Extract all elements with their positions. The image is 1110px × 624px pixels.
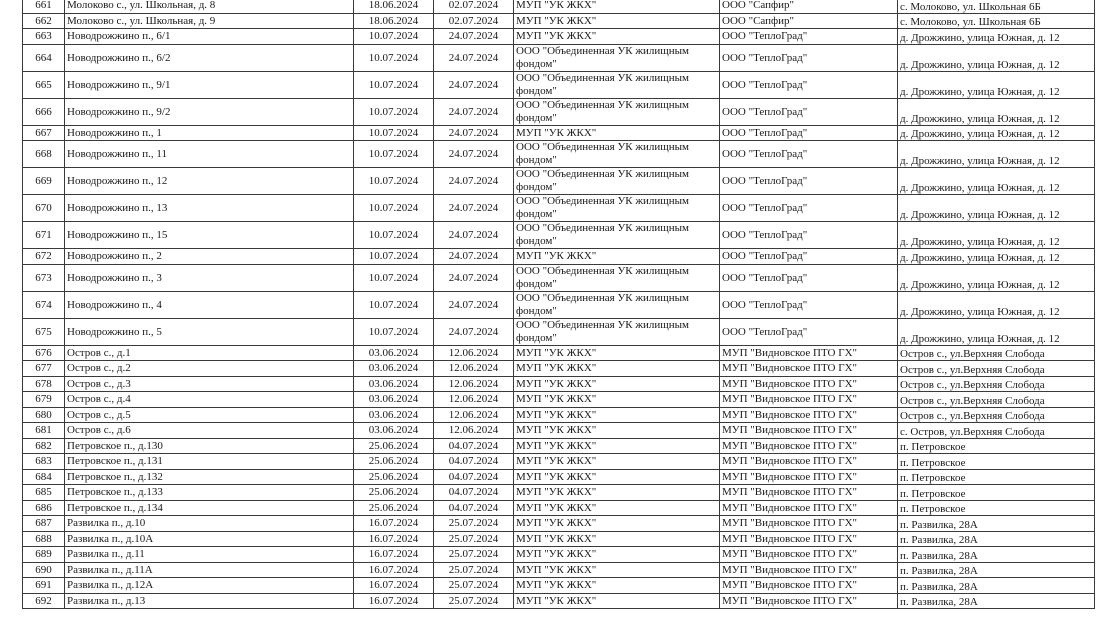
row-number-cell: 692	[23, 593, 65, 609]
heat-supplier-cell: ООО "ТеплоГрад"	[720, 168, 898, 195]
object-address-cell: Развилка п., д.10	[65, 516, 354, 532]
table-row	[23, 345, 1095, 361]
heat-source-cell: п. Петровское	[898, 454, 1095, 470]
heat-source-cell: Остров с., ул.Верхняя Слобода	[898, 345, 1095, 361]
heat-supplier-cell: ООО "ТеплоГрад"	[720, 222, 898, 249]
end-date-cell: 24.07.2024	[434, 71, 514, 98]
start-date-cell: 25.06.2024	[354, 438, 434, 454]
heat-source-cell: п. Петровское	[898, 438, 1095, 454]
start-date-cell: 03.06.2024	[354, 345, 434, 361]
start-date-cell: 25.06.2024	[354, 454, 434, 470]
heat-source-cell: д. Дрожжино, улица Южная, д. 12	[898, 98, 1095, 125]
object-address-cell: Новодрожжино п., 1	[65, 125, 354, 141]
table-row	[23, 0, 1095, 13]
row-number-cell: 686	[23, 500, 65, 516]
management-company-cell: МУП "УК ЖКХ"	[514, 13, 720, 29]
table-row	[23, 578, 1095, 594]
end-date-cell: 24.07.2024	[434, 29, 514, 45]
heat-supplier-cell: МУП "Видновское ПТО ГХ"	[720, 485, 898, 501]
management-company-cell: МУП "УК ЖКХ"	[514, 562, 720, 578]
management-company-cell: МУП "УК ЖКХ"	[514, 392, 720, 408]
row-number-cell: 661	[23, 0, 65, 13]
end-date-cell: 25.07.2024	[434, 578, 514, 594]
object-address-cell: Новодрожжино п., 6/2	[65, 44, 354, 71]
start-date-cell: 25.06.2024	[354, 500, 434, 516]
heat-supplier-cell: МУП "Видновское ПТО ГХ"	[720, 392, 898, 408]
table-row	[23, 438, 1095, 454]
end-date-cell: 12.06.2024	[434, 345, 514, 361]
heat-supplier-cell: МУП "Видновское ПТО ГХ"	[720, 376, 898, 392]
heat-source-cell: п. Развилка, 28А	[898, 531, 1095, 547]
object-address-cell: Остров с., д.1	[65, 345, 354, 361]
object-address-cell: Новодрожжино п., 2	[65, 249, 354, 265]
management-company-cell: МУП "УК ЖКХ"	[514, 547, 720, 563]
heat-supplier-cell: ООО "ТеплоГрад"	[720, 29, 898, 45]
heat-supplier-cell: МУП "Видновское ПТО ГХ"	[720, 469, 898, 485]
start-date-cell: 10.07.2024	[354, 291, 434, 318]
table-row	[23, 222, 1095, 249]
heat-source-cell: п. Петровское	[898, 485, 1095, 501]
management-company-cell: МУП "УК ЖКХ"	[514, 376, 720, 392]
row-number-cell: 683	[23, 454, 65, 470]
heat-supplier-cell: МУП "Видновское ПТО ГХ"	[720, 423, 898, 439]
heat-supplier-cell: ООО "ТеплоГрад"	[720, 264, 898, 291]
management-company-cell: МУП "УК ЖКХ"	[514, 531, 720, 547]
heat-source-cell: д. Дрожжино, улица Южная, д. 12	[898, 71, 1095, 98]
object-address-cell: Молоково с., ул. Школьная, д. 9	[65, 13, 354, 29]
management-company-cell: МУП "УК ЖКХ"	[514, 438, 720, 454]
object-address-cell: Новодрожжино п., 12	[65, 168, 354, 195]
end-date-cell: 24.07.2024	[434, 195, 514, 222]
management-company-cell: ООО "Объединенная УК жилищным фондом"	[514, 44, 720, 71]
table-row	[23, 547, 1095, 563]
management-company-cell: МУП "УК ЖКХ"	[514, 469, 720, 485]
object-address-cell: Остров с., д.4	[65, 392, 354, 408]
end-date-cell: 24.07.2024	[434, 168, 514, 195]
end-date-cell: 12.06.2024	[434, 392, 514, 408]
object-address-cell: Новодрожжино п., 11	[65, 141, 354, 168]
management-company-cell: МУП "УК ЖКХ"	[514, 500, 720, 516]
table-row	[23, 485, 1095, 501]
row-number-cell: 665	[23, 71, 65, 98]
row-number-cell: 677	[23, 361, 65, 377]
table-row	[23, 264, 1095, 291]
management-company-cell: ООО "Объединенная УК жилищным фондом"	[514, 291, 720, 318]
start-date-cell: 16.07.2024	[354, 578, 434, 594]
object-address-cell: Молоково с., ул. Школьная, д. 8	[65, 0, 354, 13]
heat-supplier-cell: ООО "ТеплоГрад"	[720, 98, 898, 125]
heat-supplier-cell: МУП "Видновское ПТО ГХ"	[720, 578, 898, 594]
heat-supplier-cell: МУП "Видновское ПТО ГХ"	[720, 562, 898, 578]
end-date-cell: 02.07.2024	[434, 13, 514, 29]
object-address-cell: Новодрожжино п., 9/2	[65, 98, 354, 125]
row-number-cell: 675	[23, 318, 65, 345]
heat-supplier-cell: МУП "Видновское ПТО ГХ"	[720, 593, 898, 609]
heat-supplier-cell: МУП "Видновское ПТО ГХ"	[720, 531, 898, 547]
heat-source-cell: п. Развилка, 28А	[898, 547, 1095, 563]
end-date-cell: 24.07.2024	[434, 291, 514, 318]
management-company-cell: ООО "Объединенная УК жилищным фондом"	[514, 98, 720, 125]
row-number-cell: 669	[23, 168, 65, 195]
row-number-cell: 662	[23, 13, 65, 29]
object-address-cell: Новодрожжино п., 9/1	[65, 71, 354, 98]
row-number-cell: 682	[23, 438, 65, 454]
table-row	[23, 195, 1095, 222]
start-date-cell: 10.07.2024	[354, 125, 434, 141]
object-address-cell: Петровское п., д.130	[65, 438, 354, 454]
start-date-cell: 10.07.2024	[354, 222, 434, 249]
end-date-cell: 02.07.2024	[434, 0, 514, 13]
heat-source-cell: п. Петровское	[898, 500, 1095, 516]
heat-source-cell: с. Молоково, ул. Школьная 6Б	[898, 13, 1095, 29]
management-company-cell: ООО "Объединенная УК жилищным фондом"	[514, 222, 720, 249]
heat-source-cell: Остров с., ул.Верхняя Слобода	[898, 392, 1095, 408]
end-date-cell: 04.07.2024	[434, 438, 514, 454]
end-date-cell: 25.07.2024	[434, 547, 514, 563]
row-number-cell: 685	[23, 485, 65, 501]
heat-source-cell: д. Дрожжино, улица Южная, д. 12	[898, 29, 1095, 45]
start-date-cell: 25.06.2024	[354, 485, 434, 501]
row-number-cell: 673	[23, 264, 65, 291]
heat-source-cell: с. Молоково, ул. Школьная 6Б	[898, 0, 1095, 13]
end-date-cell: 04.07.2024	[434, 454, 514, 470]
row-number-cell: 679	[23, 392, 65, 408]
management-company-cell: МУП "УК ЖКХ"	[514, 485, 720, 501]
heat-supplier-cell: МУП "Видновское ПТО ГХ"	[720, 361, 898, 377]
row-number-cell: 671	[23, 222, 65, 249]
table-row	[23, 44, 1095, 71]
object-address-cell: Остров с., д.2	[65, 361, 354, 377]
table-row	[23, 392, 1095, 408]
object-address-cell: Остров с., д.3	[65, 376, 354, 392]
heat-supplier-cell: ООО "Сапфир"	[720, 13, 898, 29]
table-row	[23, 407, 1095, 423]
object-address-cell: Петровское п., д.132	[65, 469, 354, 485]
management-company-cell: МУП "УК ЖКХ"	[514, 249, 720, 265]
heat-supplier-cell: МУП "Видновское ПТО ГХ"	[720, 407, 898, 423]
start-date-cell: 10.07.2024	[354, 168, 434, 195]
row-number-cell: 689	[23, 547, 65, 563]
table-row	[23, 469, 1095, 485]
heat-source-cell: п. Развилка, 28А	[898, 516, 1095, 532]
heat-source-cell: с. Остров, ул.Верхняя Слобода	[898, 423, 1095, 439]
start-date-cell: 18.06.2024	[354, 13, 434, 29]
start-date-cell: 10.07.2024	[354, 71, 434, 98]
heat-supplier-cell: ООО "ТеплоГрад"	[720, 195, 898, 222]
table-row	[23, 423, 1095, 439]
start-date-cell: 10.07.2024	[354, 98, 434, 125]
heat-supplier-cell: МУП "Видновское ПТО ГХ"	[720, 547, 898, 563]
heat-supplier-cell: МУП "Видновское ПТО ГХ"	[720, 454, 898, 470]
table-row	[23, 125, 1095, 141]
end-date-cell: 24.07.2024	[434, 249, 514, 265]
management-company-cell: ООО "Объединенная УК жилищным фондом"	[514, 168, 720, 195]
heat-supplier-cell: МУП "Видновское ПТО ГХ"	[720, 438, 898, 454]
table-row	[23, 13, 1095, 29]
end-date-cell: 24.07.2024	[434, 98, 514, 125]
end-date-cell: 25.07.2024	[434, 562, 514, 578]
end-date-cell: 12.06.2024	[434, 423, 514, 439]
end-date-cell: 04.07.2024	[434, 469, 514, 485]
start-date-cell: 25.06.2024	[354, 469, 434, 485]
end-date-cell: 04.07.2024	[434, 500, 514, 516]
heat-source-cell: д. Дрожжино, улица Южная, д. 12	[898, 318, 1095, 345]
object-address-cell: Новодрожжино п., 15	[65, 222, 354, 249]
heat-source-cell: д. Дрожжино, улица Южная, д. 12	[898, 249, 1095, 265]
row-number-cell: 664	[23, 44, 65, 71]
end-date-cell: 24.07.2024	[434, 222, 514, 249]
heat-source-cell: д. Дрожжино, улица Южная, д. 12	[898, 168, 1095, 195]
start-date-cell: 03.06.2024	[354, 407, 434, 423]
end-date-cell: 25.07.2024	[434, 516, 514, 532]
object-address-cell: Новодрожжино п., 13	[65, 195, 354, 222]
object-address-cell: Остров с., д.5	[65, 407, 354, 423]
table-row	[23, 98, 1095, 125]
heat-supplier-cell: МУП "Видновское ПТО ГХ"	[720, 345, 898, 361]
start-date-cell: 16.07.2024	[354, 562, 434, 578]
management-company-cell: МУП "УК ЖКХ"	[514, 125, 720, 141]
heat-source-cell: д. Дрожжино, улица Южная, д. 12	[898, 264, 1095, 291]
end-date-cell: 24.07.2024	[434, 141, 514, 168]
heat-supplier-cell: ООО "ТеплоГрад"	[720, 318, 898, 345]
table-row	[23, 376, 1095, 392]
end-date-cell: 12.06.2024	[434, 361, 514, 377]
heat-supplier-cell: ООО "ТеплоГрад"	[720, 125, 898, 141]
schedule-table	[22, 0, 1095, 609]
management-company-cell: ООО "Объединенная УК жилищным фондом"	[514, 318, 720, 345]
object-address-cell: Петровское п., д.131	[65, 454, 354, 470]
heat-supplier-cell: ООО "ТеплоГрад"	[720, 71, 898, 98]
start-date-cell: 03.06.2024	[354, 376, 434, 392]
object-address-cell: Развилка п., д.13	[65, 593, 354, 609]
heat-source-cell: Остров с., ул.Верхняя Слобода	[898, 361, 1095, 377]
management-company-cell: МУП "УК ЖКХ"	[514, 454, 720, 470]
row-number-cell: 674	[23, 291, 65, 318]
end-date-cell: 24.07.2024	[434, 264, 514, 291]
object-address-cell: Новодрожжино п., 3	[65, 264, 354, 291]
object-address-cell: Остров с., д.6	[65, 423, 354, 439]
management-company-cell: МУП "УК ЖКХ"	[514, 345, 720, 361]
table-body	[23, 0, 1095, 609]
row-number-cell: 670	[23, 195, 65, 222]
management-company-cell: МУП "УК ЖКХ"	[514, 578, 720, 594]
start-date-cell: 16.07.2024	[354, 593, 434, 609]
heat-supplier-cell: ООО "ТеплоГрад"	[720, 141, 898, 168]
table-row	[23, 71, 1095, 98]
heat-supplier-cell: ООО "ТеплоГрад"	[720, 249, 898, 265]
start-date-cell: 10.07.2024	[354, 195, 434, 222]
table-row	[23, 29, 1095, 45]
object-address-cell: Новодрожжино п., 6/1	[65, 29, 354, 45]
object-address-cell: Развилка п., д.11	[65, 547, 354, 563]
table-row	[23, 454, 1095, 470]
heat-source-cell: д. Дрожжино, улица Южная, д. 12	[898, 222, 1095, 249]
end-date-cell: 24.07.2024	[434, 125, 514, 141]
row-number-cell: 668	[23, 141, 65, 168]
heat-source-cell: п. Развилка, 28А	[898, 562, 1095, 578]
end-date-cell: 24.07.2024	[434, 44, 514, 71]
object-address-cell: Развилка п., д.10А	[65, 531, 354, 547]
table-row	[23, 291, 1095, 318]
object-address-cell: Развилка п., д.12А	[65, 578, 354, 594]
row-number-cell: 667	[23, 125, 65, 141]
heat-source-cell: д. Дрожжино, улица Южная, д. 12	[898, 141, 1095, 168]
management-company-cell: ООО "Объединенная УК жилищным фондом"	[514, 71, 720, 98]
start-date-cell: 16.07.2024	[354, 547, 434, 563]
start-date-cell: 10.07.2024	[354, 318, 434, 345]
row-number-cell: 684	[23, 469, 65, 485]
table-row	[23, 500, 1095, 516]
heat-source-cell: Остров с., ул.Верхняя Слобода	[898, 407, 1095, 423]
heat-supplier-cell: МУП "Видновское ПТО ГХ"	[720, 500, 898, 516]
start-date-cell: 10.07.2024	[354, 249, 434, 265]
start-date-cell: 03.06.2024	[354, 361, 434, 377]
management-company-cell: МУП "УК ЖКХ"	[514, 593, 720, 609]
heat-supplier-cell: ООО "ТеплоГрад"	[720, 291, 898, 318]
table-row	[23, 361, 1095, 377]
row-number-cell: 666	[23, 98, 65, 125]
heat-source-cell: п. Петровское	[898, 469, 1095, 485]
start-date-cell: 16.07.2024	[354, 531, 434, 547]
row-number-cell: 680	[23, 407, 65, 423]
end-date-cell: 04.07.2024	[434, 485, 514, 501]
start-date-cell: 10.07.2024	[354, 44, 434, 71]
start-date-cell: 10.07.2024	[354, 141, 434, 168]
object-address-cell: Развилка п., д.11А	[65, 562, 354, 578]
heat-source-cell: п. Развилка, 28А	[898, 578, 1095, 594]
management-company-cell: ООО "Объединенная УК жилищным фондом"	[514, 195, 720, 222]
table-row	[23, 168, 1095, 195]
start-date-cell: 10.07.2024	[354, 264, 434, 291]
management-company-cell: МУП "УК ЖКХ"	[514, 29, 720, 45]
start-date-cell: 18.06.2024	[354, 0, 434, 13]
table-row	[23, 318, 1095, 345]
management-company-cell: МУП "УК ЖКХ"	[514, 361, 720, 377]
row-number-cell: 691	[23, 578, 65, 594]
start-date-cell: 10.07.2024	[354, 29, 434, 45]
end-date-cell: 25.07.2024	[434, 531, 514, 547]
object-address-cell: Петровское п., д.133	[65, 485, 354, 501]
table-row	[23, 531, 1095, 547]
management-company-cell: МУП "УК ЖКХ"	[514, 516, 720, 532]
object-address-cell: Новодрожжино п., 5	[65, 318, 354, 345]
heat-supplier-cell: МУП "Видновское ПТО ГХ"	[720, 516, 898, 532]
end-date-cell: 12.06.2024	[434, 407, 514, 423]
heat-supplier-cell: ООО "ТеплоГрад"	[720, 44, 898, 71]
table-row	[23, 516, 1095, 532]
start-date-cell: 16.07.2024	[354, 516, 434, 532]
heat-source-cell: д. Дрожжино, улица Южная, д. 12	[898, 291, 1095, 318]
table-row	[23, 562, 1095, 578]
end-date-cell: 25.07.2024	[434, 593, 514, 609]
start-date-cell: 03.06.2024	[354, 392, 434, 408]
management-company-cell: МУП "УК ЖКХ"	[514, 407, 720, 423]
management-company-cell: ООО "Объединенная УК жилищным фондом"	[514, 264, 720, 291]
management-company-cell: МУП "УК ЖКХ"	[514, 0, 720, 13]
heat-source-cell: д. Дрожжино, улица Южная, д. 12	[898, 125, 1095, 141]
heat-supplier-cell: ООО "Сапфир"	[720, 0, 898, 13]
row-number-cell: 688	[23, 531, 65, 547]
management-company-cell: ООО "Объединенная УК жилищным фондом"	[514, 141, 720, 168]
row-number-cell: 687	[23, 516, 65, 532]
object-address-cell: Новодрожжино п., 4	[65, 291, 354, 318]
end-date-cell: 12.06.2024	[434, 376, 514, 392]
row-number-cell: 676	[23, 345, 65, 361]
table-row	[23, 593, 1095, 609]
start-date-cell: 03.06.2024	[354, 423, 434, 439]
heat-source-cell: п. Развилка, 28А	[898, 593, 1095, 609]
table-row	[23, 249, 1095, 265]
table-row	[23, 141, 1095, 168]
row-number-cell: 672	[23, 249, 65, 265]
row-number-cell: 690	[23, 562, 65, 578]
row-number-cell: 681	[23, 423, 65, 439]
row-number-cell: 663	[23, 29, 65, 45]
heat-source-cell: д. Дрожжино, улица Южная, д. 12	[898, 195, 1095, 222]
heat-source-cell: Остров с., ул.Верхняя Слобода	[898, 376, 1095, 392]
row-number-cell: 678	[23, 376, 65, 392]
object-address-cell: Петровское п., д.134	[65, 500, 354, 516]
management-company-cell: МУП "УК ЖКХ"	[514, 423, 720, 439]
end-date-cell: 24.07.2024	[434, 318, 514, 345]
heat-source-cell: д. Дрожжино, улица Южная, д. 12	[898, 44, 1095, 71]
